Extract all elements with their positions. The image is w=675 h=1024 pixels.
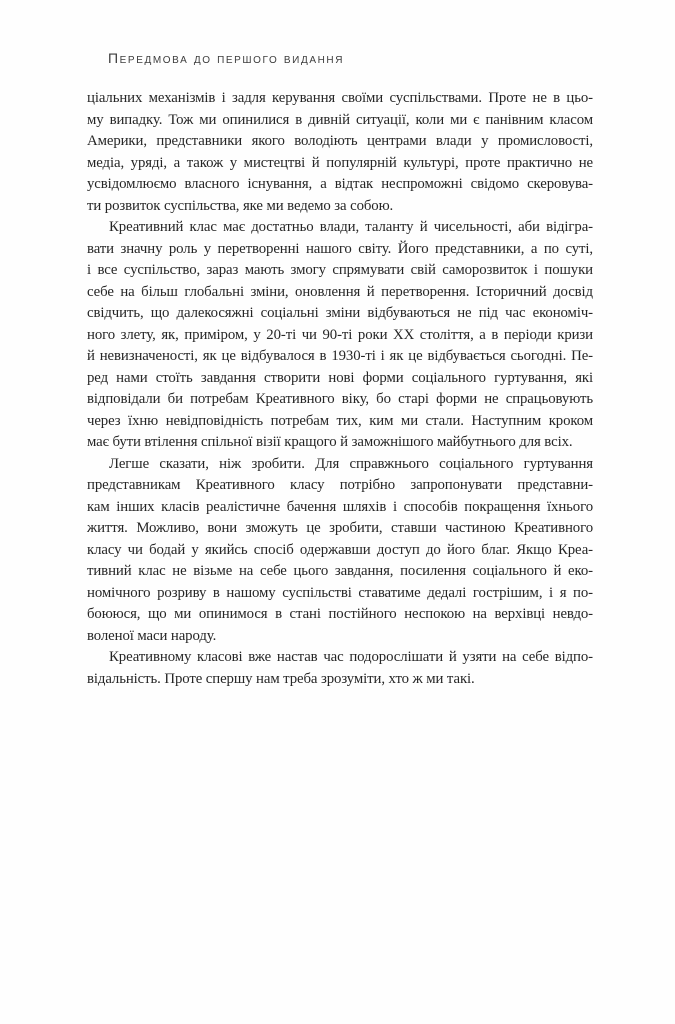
text-line: Легше сказати, ніж зробити. Для справжнього соціального гуртування [109, 455, 593, 472]
text-line: вати значну роль у перетворенні нашого світу. Його представники, а по суті, [87, 240, 593, 257]
text-line: ного злету, як, приміром, у 20-ті чи 90-ті роки XX століття, а в періоди кризи [87, 326, 593, 343]
paragraph [87, 88, 593, 217]
text-line: життя. Можливо, вони зможуть це зробити, ставши частиною Креативного [87, 520, 593, 536]
text-line: ти розвиток суспільства, яке ми ведемо за собою. [87, 197, 394, 214]
text-line: і все суспільство, зараз мають змогу спрямувати свій саморозвиток і пошуки [87, 262, 593, 278]
text-line: ред нами стоїть завдання створити нові форми соціального гуртування, які [87, 369, 593, 386]
text-line: відальність. Проте спершу нам треба зрозуміти, хто ж ми такі. [87, 670, 475, 687]
text-line: номічного розриву в нашому суспільстві ставатиме дедалі гострішим, і я по- [87, 584, 593, 601]
paragraph [87, 217, 593, 454]
text-line: Креативному класові вже настав час подорослішати й узяти на себе відпо- [109, 649, 593, 665]
text-line: боююся, що ми опинимося в стані постійного неспокою на верхівці невдо- [87, 606, 593, 622]
text-line: му випадку. Тож ми опинилися в дивній ситуації, коли ми є панівним класом [87, 111, 593, 128]
paragraph [87, 454, 593, 648]
text-line: має бути втілення спільної візії кращого й заможнішого майбутнього для всіх. [87, 434, 573, 450]
text-line: й невизначеності, як це відбувалося в 1930-ті і як це відбувається сьогодні. Пе- [87, 348, 593, 364]
text-line: Креативний клас має достатньо влади, таланту й чисельності, аби відігра- [109, 219, 593, 235]
text-line: свідчить, що далекосяжні соціальні зміни відбуваються не під час економіч- [87, 305, 593, 321]
text-line: тивний клас не візьме на себе цього завдання, посилення соціального й еко- [87, 563, 593, 579]
text-line: медіа, уряді, а також у мистецтві й популярній культурі, проте практично не [87, 154, 593, 171]
paragraph [87, 647, 593, 690]
text-line: себе на більш глобальні зміни, оновлення й перетворення. Історичний досвід [87, 283, 593, 300]
text-line: ціальних механізмів і задля керування своїми суспільствами. Проте не в цьо- [87, 90, 593, 106]
text-line: відповідали би потребам Креативного віку, бо старі форми не спрацьовують [87, 391, 593, 407]
text-line: класу чи бодай у якийсь спосіб одержавши доступ до його благ. Якщо Креа- [87, 541, 593, 558]
text-line: через їхню невідповідність потребам тих, ким ми стали. Наступним кроком [87, 412, 593, 429]
text-line: представникам Креативного класу потрібно запропонувати представни- [87, 477, 593, 493]
running-header: Передмова до першого видання [108, 50, 345, 66]
text-line: кам інших класів реалістичне бачення шляхів і способів покращення їхнього [87, 498, 593, 515]
text-line: Америки, представники якого володіють центрами влади у промисловості, [87, 133, 593, 149]
body-text [87, 88, 593, 690]
text-line: воленої маси народу. [87, 627, 217, 644]
text-line: усвідомлюємо власного існування, а відтак неспроможні свідомо скеровува- [87, 176, 593, 192]
